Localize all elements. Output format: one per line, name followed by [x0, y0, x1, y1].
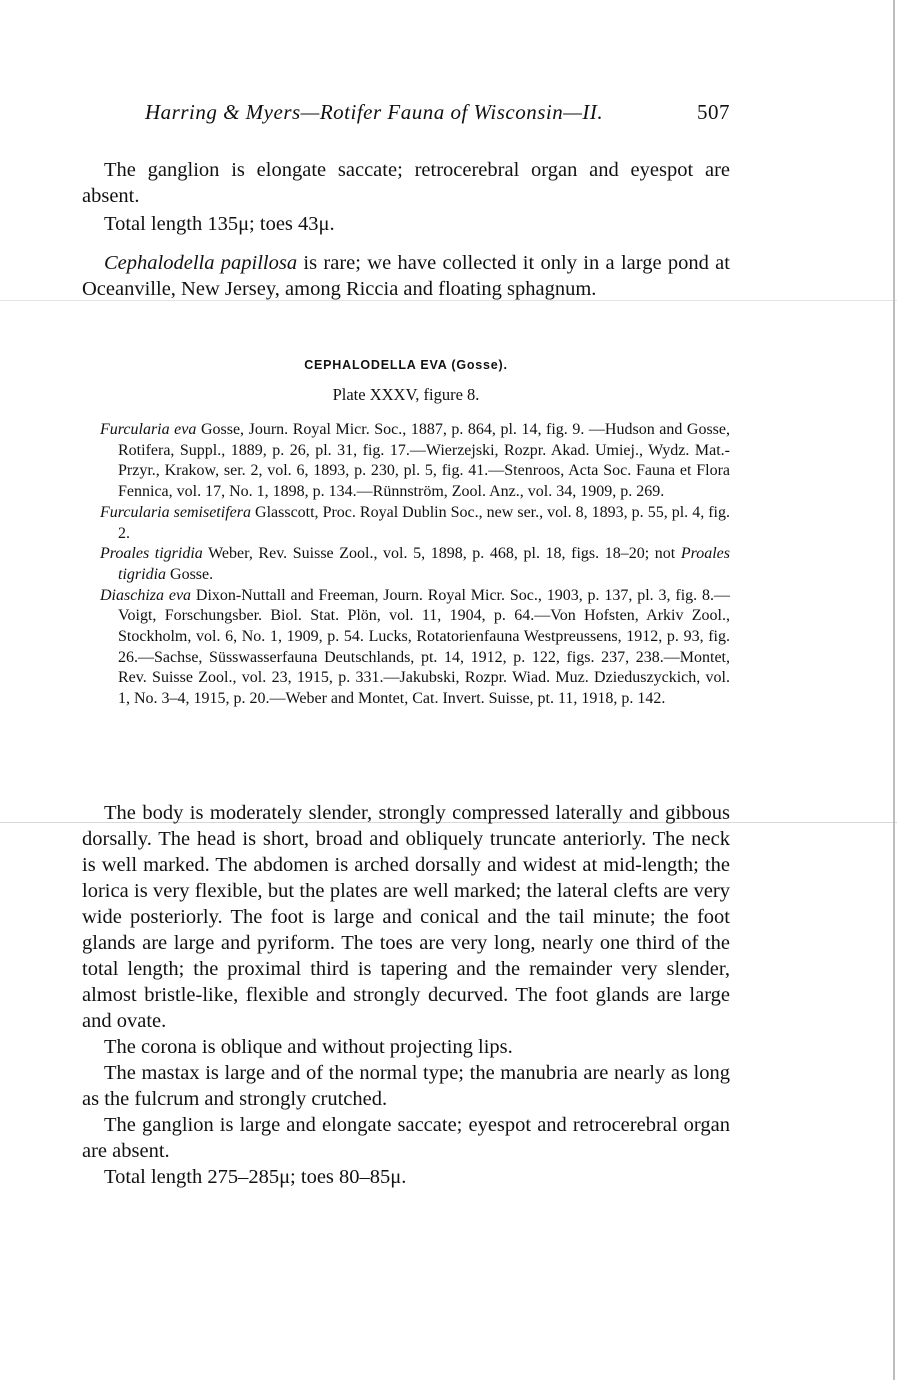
species-name: Cephalodella papillosa: [104, 252, 298, 274]
synonymy-entry: [100, 420, 730, 503]
species-heading: CEPHALODELLA EVA (Gosse).: [304, 358, 508, 372]
paragraph: The body is moderately slender, strongly compressed laterally and gibbous dorsally. The head is short, broad and obliquely truncate anteriorly. The neck is well marked. The abdomen is arched dorsally and widest at mid-length; the lorica is very flexible, but the plates are well marked; the lateral clefts are very wide posteriorly. The foot is large and conical and the tail minute; the foot glands are large and pyriform. The toes are very long, nearly one third of the total length; the proximal third is tapering and the remainder very slender, almost bristle-like, flexible and strongly decurved. The foot glands are large and ovate.: [82, 802, 730, 1032]
paragraph: The ganglion is elongate saccate; retrocerebral organ and eyespot are absent.: [82, 159, 730, 207]
synonym-citation: Gosse.: [166, 565, 214, 583]
plate-reference: Plate XXXV, figure 8.: [332, 385, 480, 404]
synonymy-list: [100, 420, 730, 710]
paragraph-text: is rare; we have collected it only in a large pond at Oceanville, New Jersey, among Riccia and floating sphagnum.: [82, 252, 730, 300]
paragraph: The ganglion is large and elongate saccate; eyespot and retrocerebral organ are absent.: [82, 1114, 730, 1162]
synonym-name: Furcularia eva: [100, 421, 197, 438]
running-header: [145, 100, 730, 125]
synonym-name: Furcularia semisetifera: [100, 503, 251, 521]
synonym-name: Diaschiza eva: [100, 586, 192, 604]
paragraph: The corona is oblique and without projecting lips.: [104, 1036, 513, 1058]
description: [82, 800, 730, 1190]
papillosa-paragraph: [82, 250, 730, 302]
synonym-citation: Weber, Rev. Suisse Zool., vol. 5, 1898, p. 468, pl. 18, figs. 18–20; not: [202, 545, 681, 563]
synonym-name: Proales tigridia: [100, 545, 203, 563]
synonymy-entry: [100, 544, 730, 585]
synonymy-entry: [100, 586, 730, 710]
paragraph: Total length 275–285μ; toes 80–85μ.: [104, 1166, 407, 1188]
synonym-citation: Dixon-Nuttall and Freeman, Journ. Royal Micr. Soc., 1903, p. 137, pl. 3, fig. 8.—Voigt, Forschungsber. Biol. Stat. Plön, vol. 11, 1904, p. 64.—Von Hofsten, Arkiv Zool., Stockholm, vol. 6, No. 1, 1909, p. 54. Lucks, Rotatorienfauna Westpreussens, 1912, p. 93, fig. 26.—Sachse, Süsswasserfauna Deutschlands, pt. 14, 1912, p. 122, figs. 237, 238.—Montet, Rev. Suisse Zool., vol. 23, 1915, p. 331.—Jakubski, Rozpr. Wiad. Muz. Dzieduszyckich, vol. 1, No. 3–4, 1915, p. 20.—Weber and Montet, Cat. Invert. Suisse, pt. 11, 1918, p. 142.: [118, 586, 731, 708]
synonym-name: Proales tigridia: [118, 545, 731, 583]
paragraph: Total length 135μ; toes 43μ.: [104, 213, 335, 235]
running-title: Harring & Myers—Rotifer Fauna of Wisconsin—II.: [145, 100, 604, 124]
top-paragraphs: [82, 157, 730, 237]
page-number: 507: [697, 100, 730, 124]
paragraph: The mastax is large and of the normal type; the manubria are nearly as long as the fulcrum and strongly crutched.: [82, 1062, 730, 1110]
synonymy-entry: [100, 503, 730, 544]
scan-right-edge: [893, 0, 895, 1380]
synonym-citation: Gosse, Journ. Royal Micr. Soc., 1887, p. 864, pl. 14, fig. 9. —Hudson and Gosse, Rotifera, Suppl., 1889, p. 26, pl. 31, fig. 17.—Wierzejski, Rozpr. Akad. Umiej., Wydz. Mat.-Przyr., Krakow, ser. 2, vol. 6, 1893, p. 230, pl. 5, fig. 41.—Stenroos, Acta Soc. Fauna et Flora Fennica, vol. 17, No. 1, 1898, p. 134.—Rünnström, Zool. Anz., vol. 34, 1909, p. 269.: [118, 421, 731, 501]
synonym-citation: Glasscott, Proc. Royal Dublin Soc., new ser., vol. 8, 1893, p. 55, pl. 4, fig. 2.: [118, 503, 730, 542]
